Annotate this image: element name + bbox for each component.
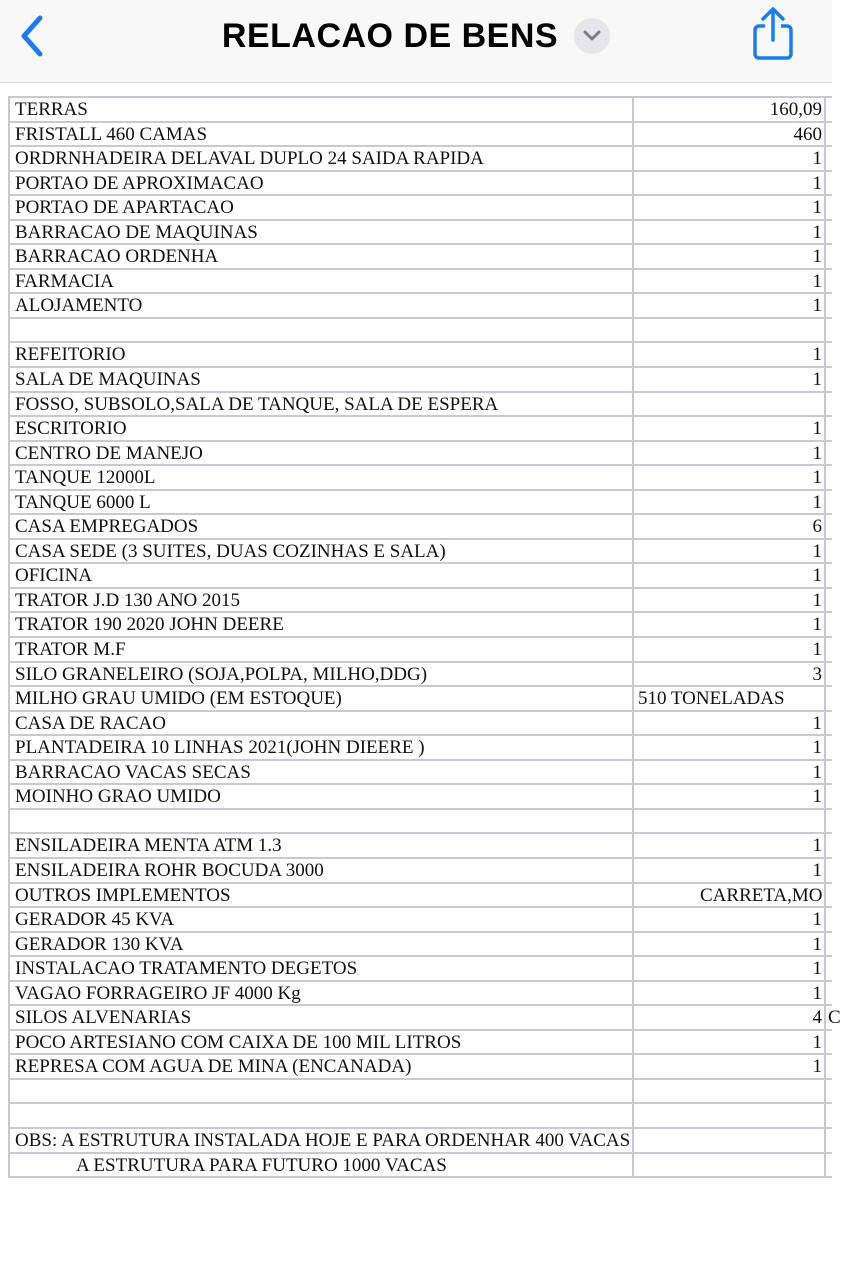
- item-cell[interactable]: [8, 1080, 634, 1103]
- extra-cell[interactable]: [826, 196, 848, 219]
- extra-cell[interactable]: [826, 393, 848, 416]
- extra-cell[interactable]: [826, 761, 848, 784]
- quantity-cell[interactable]: [634, 1129, 826, 1152]
- item-cell[interactable]: TANQUE 6000 L: [8, 491, 634, 514]
- item-cell[interactable]: ALOJAMENTO: [8, 294, 634, 317]
- quantity-cell[interactable]: 1: [634, 957, 826, 980]
- table-row[interactable]: [8, 442, 832, 467]
- extra-cell[interactable]: [826, 613, 848, 636]
- item-cell[interactable]: PORTAO DE APARTACAO: [8, 196, 634, 219]
- table-row[interactable]: [8, 834, 832, 859]
- item-cell[interactable]: FARMACIA: [8, 270, 634, 293]
- table-row[interactable]: [8, 687, 832, 712]
- table-row[interactable]: [8, 417, 832, 442]
- quantity-cell[interactable]: 1: [634, 540, 826, 563]
- item-cell[interactable]: FOSSO, SUBSOLO,SALA DE TANQUE, SALA DE ESPERA: [8, 393, 634, 416]
- item-cell[interactable]: CASA DE RACAO: [8, 712, 634, 735]
- extra-cell[interactable]: [826, 491, 848, 514]
- item-cell[interactable]: OUTROS IMPLEMENTOS: [8, 884, 634, 907]
- navigation-bar: [0, 0, 832, 83]
- quantity-cell[interactable]: 1: [634, 466, 826, 489]
- item-cell[interactable]: BARRACAO VACAS SECAS: [8, 761, 634, 784]
- quantity-cell[interactable]: 460: [634, 123, 826, 146]
- quantity-cell[interactable]: 1: [634, 491, 826, 514]
- item-cell[interactable]: PORTAO DE APROXIMACAO: [8, 172, 634, 195]
- quantity-cell[interactable]: 1: [634, 736, 826, 759]
- extra-cell[interactable]: C: [828, 1007, 841, 1029]
- quantity-cell[interactable]: CARRETA,MO: [634, 884, 826, 907]
- quantity-cell[interactable]: 1: [634, 908, 826, 931]
- extra-cell[interactable]: [826, 859, 848, 882]
- quantity-cell[interactable]: 160,09: [634, 98, 826, 121]
- table-row[interactable]: [8, 933, 832, 958]
- quantity-cell[interactable]: [634, 1104, 826, 1127]
- extra-cell[interactable]: [826, 270, 848, 293]
- extra-cell[interactable]: [826, 466, 848, 489]
- quantity-cell[interactable]: [634, 810, 826, 833]
- title-menu-button[interactable]: [574, 18, 610, 54]
- item-cell[interactable]: ESCRITORIO: [8, 417, 634, 440]
- item-cell[interactable]: SILOS ALVENARIAS: [8, 1006, 634, 1029]
- quantity-cell[interactable]: 1: [634, 245, 826, 268]
- table-row[interactable]: [8, 221, 832, 246]
- extra-cell[interactable]: [826, 294, 848, 317]
- item-cell[interactable]: GERADOR 130 KVA: [8, 933, 634, 956]
- table-row[interactable]: [8, 564, 832, 589]
- quantity-cell[interactable]: 3: [634, 663, 826, 686]
- extra-cell[interactable]: [826, 982, 848, 1005]
- quantity-cell[interactable]: 510 TONELADAS: [634, 687, 826, 710]
- quantity-cell[interactable]: 4: [634, 1006, 826, 1029]
- extra-cell[interactable]: [826, 442, 848, 465]
- extra-cell[interactable]: [826, 834, 848, 857]
- table-row[interactable]: [8, 982, 832, 1007]
- extra-cell[interactable]: [826, 98, 848, 121]
- table-row[interactable]: [8, 368, 832, 393]
- item-cell[interactable]: [8, 1104, 634, 1127]
- extra-cell[interactable]: [826, 908, 848, 931]
- extra-cell[interactable]: [826, 638, 848, 661]
- extra-cell[interactable]: [826, 221, 848, 244]
- table-row[interactable]: [8, 761, 832, 786]
- extra-cell[interactable]: [826, 343, 848, 366]
- extra-cell[interactable]: [826, 564, 848, 587]
- extra-cell[interactable]: [826, 810, 848, 833]
- table-row[interactable]: [8, 712, 832, 737]
- item-cell[interactable]: TANQUE 12000L: [8, 466, 634, 489]
- quantity-cell[interactable]: [634, 1080, 826, 1103]
- extra-cell[interactable]: [826, 540, 848, 563]
- quantity-cell[interactable]: 1: [634, 147, 826, 170]
- table-row[interactable]: [8, 319, 832, 344]
- title-area: [0, 0, 832, 72]
- table-row[interactable]: [8, 1055, 832, 1080]
- item-cell[interactable]: PLANTADEIRA 10 LINHAS 2021(JOHN DIEERE ): [8, 736, 634, 759]
- table-row[interactable]: [8, 491, 832, 516]
- extra-cell[interactable]: [826, 785, 848, 808]
- table-row[interactable]: [8, 884, 832, 909]
- table-row[interactable]: [8, 98, 832, 123]
- quantity-cell[interactable]: 1: [634, 785, 826, 808]
- quantity-cell[interactable]: 1: [634, 417, 826, 440]
- item-cell[interactable]: REFEITORIO: [8, 343, 634, 366]
- quantity-cell[interactable]: [634, 1154, 826, 1177]
- extra-cell[interactable]: [826, 1154, 848, 1177]
- table-row[interactable]: [8, 515, 832, 540]
- extra-cell[interactable]: [826, 515, 848, 538]
- table-row[interactable]: [8, 393, 832, 418]
- document-title: RELACAO DE BENS: [221, 16, 559, 55]
- quantity-cell[interactable]: 1: [634, 1055, 826, 1078]
- item-cell[interactable]: CASA EMPREGADOS: [8, 515, 634, 538]
- item-cell[interactable]: [8, 810, 634, 833]
- quantity-cell[interactable]: [634, 393, 826, 416]
- share-button[interactable]: [748, 6, 798, 64]
- quantity-cell[interactable]: 1: [634, 1031, 826, 1054]
- item-cell[interactable]: OBS: A ESTRUTURA INSTALADA HOJE E PARA ORDENHAR 400 VACAS: [8, 1129, 634, 1152]
- extra-cell[interactable]: [826, 172, 848, 195]
- table-row[interactable]: [8, 123, 832, 148]
- item-cell[interactable]: CENTRO DE MANEJO: [8, 442, 634, 465]
- extra-cell[interactable]: [826, 736, 848, 759]
- table-row[interactable]: [8, 1031, 832, 1056]
- quantity-cell[interactable]: 1: [634, 859, 826, 882]
- table-row[interactable]: [8, 957, 832, 982]
- quantity-cell[interactable]: 1: [634, 589, 826, 612]
- extra-cell[interactable]: [826, 1080, 848, 1103]
- item-cell[interactable]: OFICINA: [8, 564, 634, 587]
- table-row[interactable]: [8, 540, 832, 565]
- extra-cell[interactable]: [826, 884, 848, 907]
- quantity-cell[interactable]: 1: [634, 933, 826, 956]
- item-cell[interactable]: VAGAO FORRAGEIRO JF 4000 Kg: [8, 982, 634, 1005]
- chevron-down-icon: [583, 30, 601, 42]
- table-row[interactable]: [8, 172, 832, 197]
- extra-cell[interactable]: [826, 957, 848, 980]
- item-cell[interactable]: REPRESA COM AGUA DE MINA (ENCANADA): [8, 1055, 634, 1078]
- item-cell[interactable]: CASA SEDE (3 SUITES, DUAS COZINHAS E SALA): [8, 540, 634, 563]
- item-cell[interactable]: TRATOR 190 2020 JOHN DEERE: [8, 613, 634, 636]
- item-cell[interactable]: POCO ARTESIANO COM CAIXA DE 100 MIL LITROS: [8, 1031, 634, 1054]
- extra-cell[interactable]: [826, 245, 848, 268]
- table-row[interactable]: [8, 736, 832, 761]
- item-cell[interactable]: GERADOR 45 KVA: [8, 908, 634, 931]
- extra-cell[interactable]: [826, 1129, 848, 1152]
- spreadsheet-view[interactable]: [0, 96, 841, 1280]
- quantity-cell[interactable]: 1: [634, 564, 826, 587]
- quantity-cell[interactable]: 1: [634, 712, 826, 735]
- table-row[interactable]: [8, 466, 832, 491]
- table-row[interactable]: [8, 810, 832, 835]
- quantity-cell[interactable]: 6: [634, 515, 826, 538]
- item-cell[interactable]: BARRACAO DE MAQUINAS: [8, 221, 634, 244]
- extra-cell[interactable]: [826, 319, 848, 342]
- quantity-cell[interactable]: 1: [634, 172, 826, 195]
- item-cell[interactable]: TERRAS: [8, 98, 634, 121]
- item-cell[interactable]: TRATOR M.F: [8, 638, 634, 661]
- item-cell[interactable]: BARRACAO ORDENHA: [8, 245, 634, 268]
- extra-cell[interactable]: [826, 712, 848, 735]
- table-row[interactable]: [8, 908, 832, 933]
- extra-cell[interactable]: [826, 1055, 848, 1078]
- table-row[interactable]: [8, 1104, 832, 1129]
- item-cell[interactable]: ORDRNHADEIRA DELAVAL DUPLO 24 SAIDA RAPIDA: [8, 147, 634, 170]
- quantity-cell[interactable]: 1: [634, 270, 826, 293]
- extra-cell[interactable]: [826, 417, 848, 440]
- quantity-cell[interactable]: 1: [634, 982, 826, 1005]
- table-row[interactable]: [8, 270, 832, 295]
- item-cell[interactable]: ENSILADEIRA ROHR BOCUDA 3000: [8, 859, 634, 882]
- table-row[interactable]: [8, 613, 832, 638]
- extra-cell[interactable]: [826, 1104, 848, 1127]
- extra-cell[interactable]: [826, 123, 848, 146]
- item-cell[interactable]: ENSILADEIRA MENTA ATM 1.3: [8, 834, 634, 857]
- table-row[interactable]: [8, 638, 832, 663]
- table-row[interactable]: [8, 785, 832, 810]
- quantity-cell[interactable]: 1: [634, 442, 826, 465]
- extra-cell[interactable]: [826, 368, 848, 391]
- item-cell[interactable]: [8, 319, 634, 342]
- item-cell[interactable]: SILO GRANELEIRO (SOJA,POLPA, MILHO,DDG): [8, 663, 634, 686]
- quantity-cell[interactable]: 1: [634, 343, 826, 366]
- item-cell[interactable]: MOINHO GRAO UMIDO: [8, 785, 634, 808]
- table-row[interactable]: [8, 294, 832, 319]
- item-cell[interactable]: SALA DE MAQUINAS: [8, 368, 634, 391]
- quantity-cell[interactable]: 1: [634, 221, 826, 244]
- item-cell[interactable]: TRATOR J.D 130 ANO 2015: [8, 589, 634, 612]
- quantity-cell[interactable]: 1: [634, 294, 826, 317]
- table-row[interactable]: [8, 196, 832, 221]
- table-row[interactable]: [8, 245, 832, 270]
- spreadsheet-grid: [8, 96, 841, 1178]
- extra-cell[interactable]: [826, 663, 848, 686]
- quantity-cell[interactable]: 1: [634, 613, 826, 636]
- extra-cell[interactable]: [826, 933, 848, 956]
- item-cell[interactable]: FRISTALL 460 CAMAS: [8, 123, 634, 146]
- extra-cell[interactable]: [826, 687, 848, 710]
- table-row[interactable]: [8, 343, 832, 368]
- extra-cell[interactable]: [826, 147, 848, 170]
- extra-cell[interactable]: [826, 1031, 848, 1054]
- extra-cell[interactable]: [826, 589, 848, 612]
- table-row[interactable]: [8, 147, 832, 172]
- table-row[interactable]: [8, 589, 832, 614]
- quantity-cell[interactable]: 1: [634, 196, 826, 219]
- quantity-cell[interactable]: 1: [634, 638, 826, 661]
- quantity-cell[interactable]: [634, 319, 826, 342]
- quantity-cell[interactable]: 1: [634, 368, 826, 391]
- table-row[interactable]: [8, 859, 832, 884]
- item-cell[interactable]: A ESTRUTURA PARA FUTURO 1000 VACAS: [8, 1154, 634, 1177]
- table-row[interactable]: [8, 663, 832, 688]
- table-row[interactable]: [8, 1006, 841, 1031]
- quantity-cell[interactable]: 1: [634, 834, 826, 857]
- item-cell[interactable]: INSTALACAO TRATAMENTO DEGETOS: [8, 957, 634, 980]
- quantity-cell[interactable]: 1: [634, 761, 826, 784]
- table-row[interactable]: [8, 1080, 832, 1105]
- item-cell[interactable]: MILHO GRAU UMIDO (EM ESTOQUE): [8, 687, 634, 710]
- share-icon: [748, 6, 798, 64]
- table-row[interactable]: [8, 1154, 832, 1179]
- table-row[interactable]: [8, 1129, 832, 1154]
